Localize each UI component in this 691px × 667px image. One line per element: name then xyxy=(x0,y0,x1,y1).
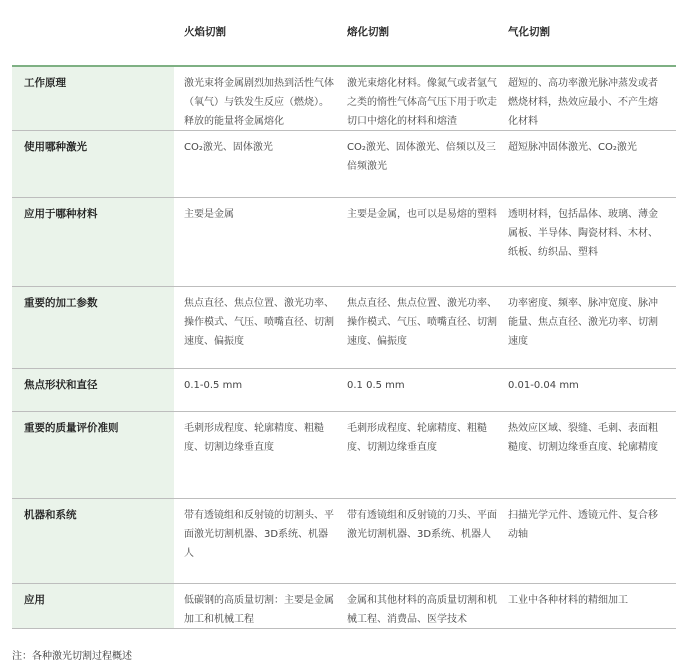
row-label: 工作原理 xyxy=(12,67,174,130)
table-cell: 激光束熔化材料。像氮气或者氩气之类的惰性气体高气压下用于吹走切口中熔化的材料和熔渣 xyxy=(347,78,497,127)
table-cell: CO₂激光、固体激光、倍频以及三倍频激光 xyxy=(347,142,496,172)
table-cell: 带有透镜组和反射镜的切割头、平面激光切割机器、3D系统、机器人 xyxy=(184,510,334,559)
table-row xyxy=(12,369,676,412)
row-label: 焦点形状和直径 xyxy=(12,369,174,411)
row-label: 应用 xyxy=(12,584,174,628)
table-row xyxy=(12,499,676,584)
table-cell: 带有透镜组和反射镜的刀头、平面激光切割机器、3D系统、机器人 xyxy=(347,510,497,540)
table-cell: 毛刺形成程度、轮廓精度、粗糙度、切割边缘垂直度 xyxy=(184,423,324,453)
table-cell: 毛刺形成程度、轮廓精度、粗糙度、切割边缘垂直度 xyxy=(347,423,487,453)
table-cell: 超短的、高功率激光脉冲蒸发或者燃烧材料，热效应最小、不产生熔化材料 xyxy=(508,78,658,127)
table-row xyxy=(12,584,676,629)
laser-cutting-table xyxy=(12,8,676,629)
table-cell: 功率密度、频率、脉冲宽度、脉冲能量、焦点直径、激光功率、切割速度 xyxy=(508,298,658,347)
table-row xyxy=(12,412,676,499)
table-cell: 0.1-0.5 mm xyxy=(184,380,243,391)
table-row xyxy=(12,287,676,369)
table-row xyxy=(12,198,676,287)
table-cell: 焦点直径、焦点位置、激光功率、操作模式、气压、喷嘴直径、切割速度、偏振度 xyxy=(347,298,497,347)
table-row xyxy=(12,67,676,131)
table-cell: 超短脉冲固体激光、CO₂激光 xyxy=(508,142,637,153)
table-cell: 金属和其他材料的高质量切割和机械工程、消费品、医学技术 xyxy=(347,595,497,625)
header-vaporization-cutting: 气化切割 xyxy=(508,26,550,38)
table-cell: 热效应区域、裂缝、毛刺、表面粗糙度、切割边缘垂直度、轮廓精度 xyxy=(508,423,658,453)
table-cell: 透明材料，包括晶体、玻璃、薄金属板、半导体、陶瓷材料、木材、纸板、纺织品、塑料 xyxy=(508,209,658,258)
row-label: 重要的质量评价准则 xyxy=(12,412,174,498)
table-cell: CO₂激光、固体激光 xyxy=(184,142,273,153)
table-cell: 低碳钢的高质量切割：主要是金属加工和机械工程 xyxy=(184,595,334,625)
table-row xyxy=(12,131,676,198)
row-label: 重要的加工参数 xyxy=(12,287,174,368)
table-cell: 主要是金属 xyxy=(184,209,234,220)
table-cell: 0.1 0.5 mm xyxy=(347,380,405,391)
row-label: 机器和系统 xyxy=(12,499,174,583)
table-cell: 工业中各种材料的精细加工 xyxy=(508,595,628,606)
table-caption: 注：各种激光切割过程概述 xyxy=(12,651,132,662)
row-label: 使用哪种激光 xyxy=(12,131,174,197)
table-cell: 主要是金属，也可以是易熔的塑料 xyxy=(347,209,497,220)
table-cell: 激光束将金属剧烈加热到活性气体（氧气）与铁发生反应（燃烧）。释放的能量将金属熔化 xyxy=(184,78,334,127)
table-cell: 扫描光学元件、透镜元件、复合移动轴 xyxy=(508,510,658,540)
header-fusion-cutting: 熔化切割 xyxy=(347,26,389,38)
table-cell: 0.01-0.04 mm xyxy=(508,380,579,391)
header-flame-cutting: 火焰切割 xyxy=(184,26,226,38)
table-header-row xyxy=(12,8,676,67)
table-cell: 焦点直径、焦点位置、激光功率、操作模式、气压、喷嘴直径、切割速度、偏振度 xyxy=(184,298,334,347)
row-label: 应用于哪种材料 xyxy=(12,198,174,286)
